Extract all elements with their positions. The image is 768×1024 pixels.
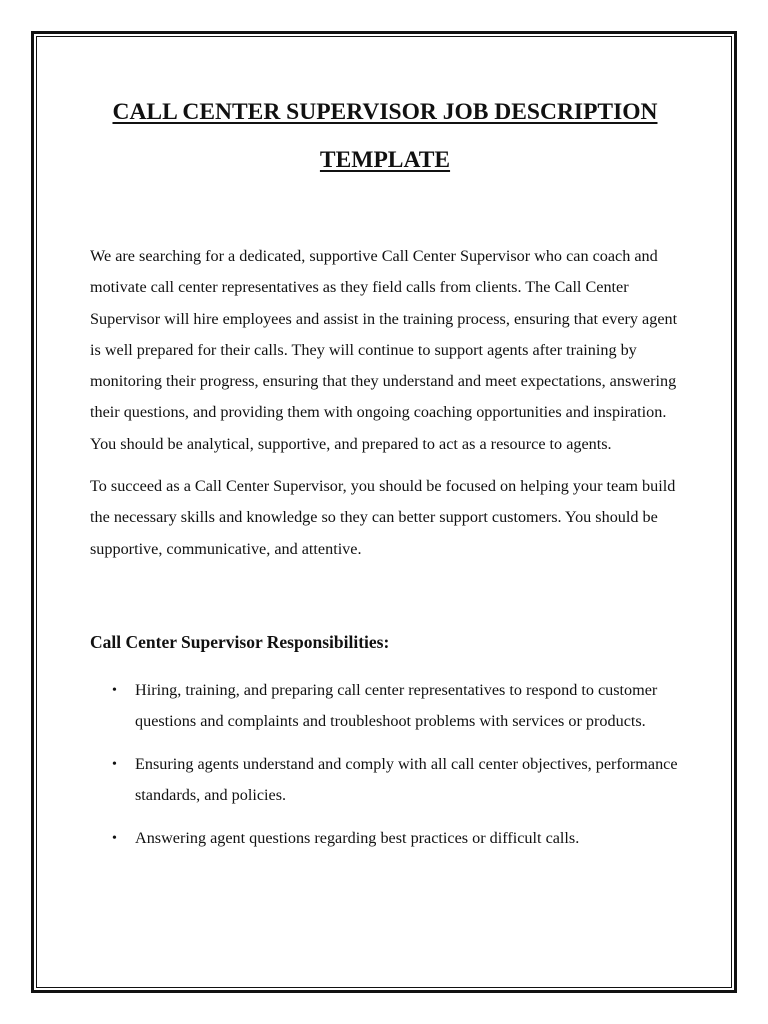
list-item bbox=[90, 823, 680, 854]
list-item-text: Answering agent questions regarding best practices or difficult calls. bbox=[135, 828, 580, 847]
title-line-2: TEMPLATE bbox=[319, 147, 451, 173]
bullet-icon: • bbox=[112, 830, 117, 846]
bullet-icon: • bbox=[112, 756, 117, 772]
list-item-text: Ensuring agents understand and comply with all call center objectives, performance standards, and policies. bbox=[135, 754, 678, 804]
responsibilities-heading: Call Center Supervisor Responsibilities: bbox=[90, 631, 390, 652]
title-line-1: CALL CENTER SUPERVISOR JOB DESCRIPTION bbox=[112, 99, 658, 125]
responsibilities-list bbox=[90, 675, 680, 854]
list-item bbox=[90, 749, 680, 811]
bullet-icon: • bbox=[112, 682, 117, 698]
list-item-text: Hiring, training, and preparing call center representatives to respond to customer questions and complaints and troubleshoot problems with services or products. bbox=[135, 680, 658, 730]
list-item bbox=[90, 675, 680, 737]
intro-paragraph: We are searching for a dedicated, supportive Call Center Supervisor who can coach and motivate call center representatives as they field calls from clients. The Call Center Supervisor will hire employees and assist in the training process, ensuring that every agent is well prepared for their calls. They will continue to support agents after training by monitoring their progress, ensuring that they understand and meet expectations, answering their questions, and providing them with ongoing coaching opportunities and inspiration. You should be analytical, supportive, and prepared to act as a resource to agents. bbox=[90, 247, 678, 453]
success-paragraph: To succeed as a Call Center Supervisor, you should be focused on helping your team build the necessary skills and knowledge so they can better support customers. You should be supportive, communicative, and attentive. bbox=[90, 477, 676, 558]
document-body bbox=[90, 88, 680, 866]
document-title bbox=[90, 88, 680, 184]
